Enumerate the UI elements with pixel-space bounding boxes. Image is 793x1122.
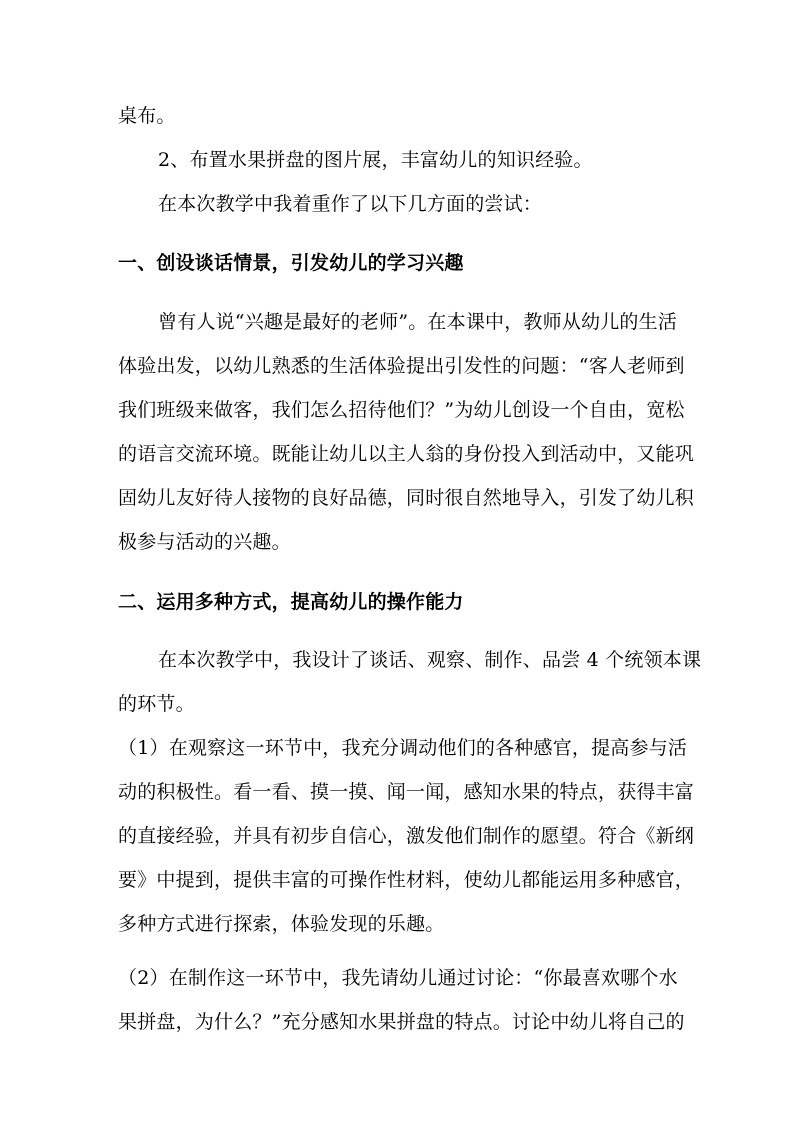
paragraph-line: 固幼儿友好待人接物的良好品德，同时很自然地导入，引发了幼儿积: [118, 487, 695, 509]
paragraph-line: 我们班级来做客，我们怎么招待他们？”为幼儿创设一个自由，宽松: [118, 399, 685, 421]
paragraph-line: 桌布。: [118, 105, 176, 127]
paragraph-line: 的语言交流环境。既能让幼儿以主人翁的身份投入到活动中，又能巩: [118, 443, 695, 465]
paragraph-line: 动的积极性。看一看、摸一摸、闻一闻，感知水果的特点，获得丰富: [118, 781, 695, 803]
paragraph-line: 极参与活动的兴趣。: [118, 531, 291, 553]
section-heading-2: 二、运用多种方式，提高幼儿的操作能力: [118, 591, 464, 613]
paragraph-line: 在本次教学中，我设计了谈话、观察、制作、品尝 4 个统领本课: [158, 649, 702, 671]
paragraph-line: 果拼盘，为什么？”充分感知水果拼盘的特点。讨论中幼儿将自己的: [118, 1011, 685, 1033]
paragraph-line: 的环节。: [118, 693, 195, 715]
paragraph-line: 2、布置水果拼盘的图片展，丰富幼儿的知识经验。: [158, 149, 593, 171]
paragraph-line: （2）在制作这一环节中，我先请幼儿通过讨论：“你最喜欢哪个水: [118, 967, 678, 989]
paragraph-line: 的直接经验，并具有初步自信心，激发他们制作的愿望。符合《新纲: [118, 825, 695, 847]
paragraph-line: 曾有人说“兴趣是最好的老师”。在本课中，教师从幼儿的生活: [158, 311, 678, 333]
paragraph-line: 在本次教学中我着重作了以下几方面的尝试：: [158, 193, 543, 215]
paragraph-line: 体验出发，以幼儿熟悉的生活体验提出引发性的问题：“客人老师到: [118, 355, 685, 377]
section-heading-1: 一、创设谈话情景，引发幼儿的学习兴趣: [118, 252, 464, 274]
paragraph-line: 多种方式进行探索，体验发现的乐趣。: [118, 913, 445, 935]
paragraph-line: （1）在观察这一环节中，我充分调动他们的各种感官，提高参与活: [118, 737, 688, 759]
paragraph-line: 要》中提到，提供丰富的可操作性材料，使幼儿都能运用多种感官，: [118, 869, 695, 891]
